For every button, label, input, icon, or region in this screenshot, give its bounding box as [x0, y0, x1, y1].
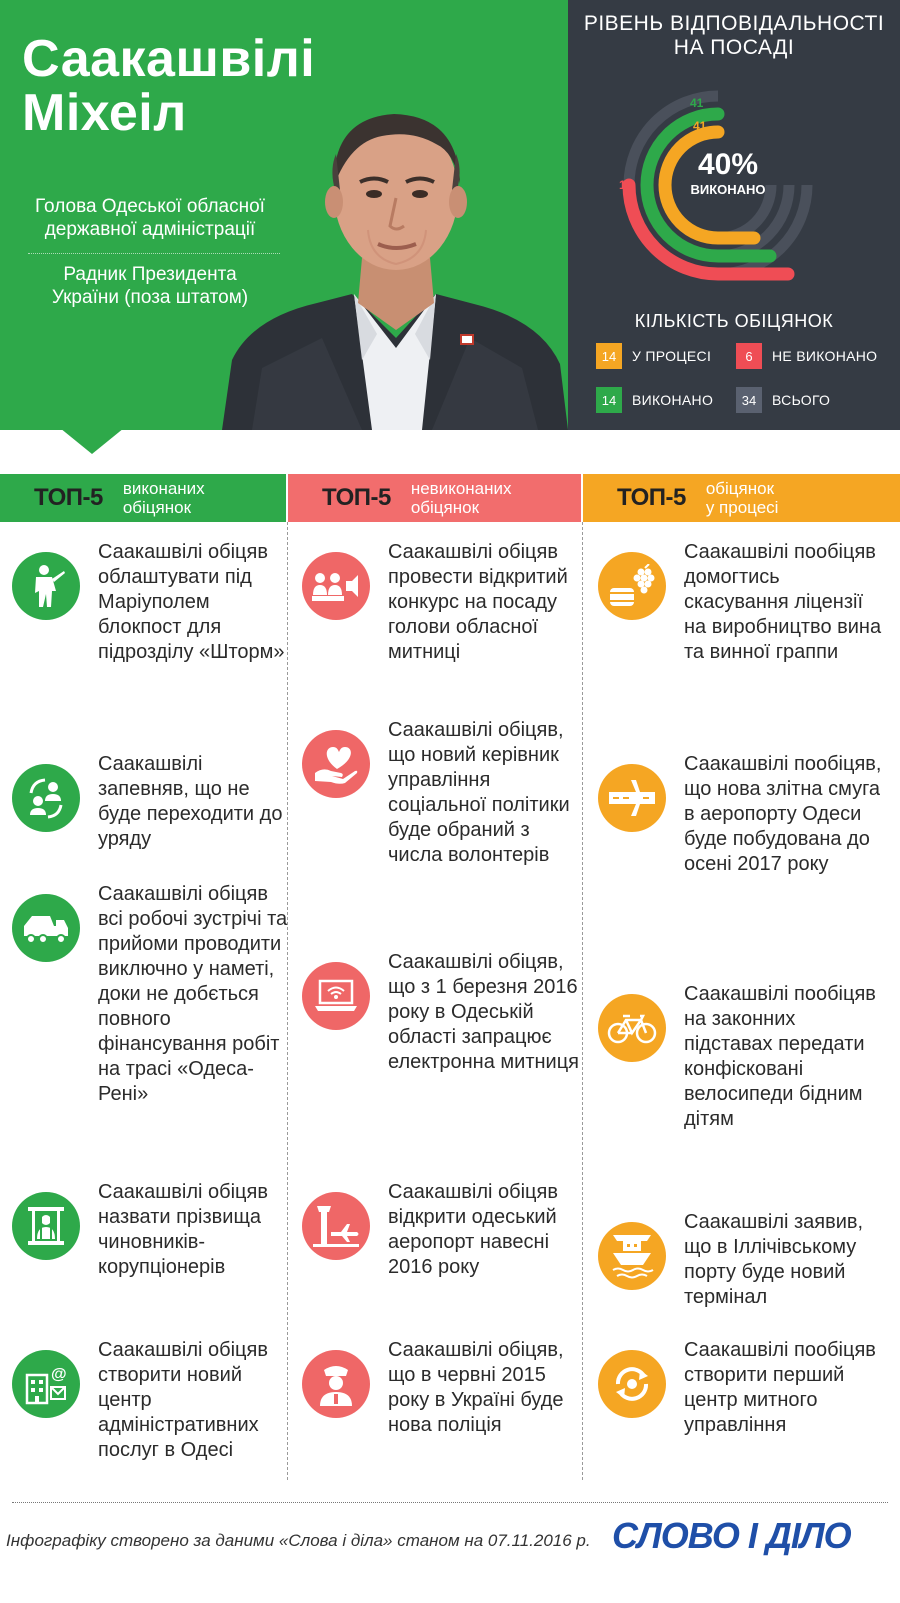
- top5-label: ТОП-5: [34, 484, 103, 511]
- truck-icon: [12, 894, 80, 962]
- legend-not-done-value: 6: [736, 343, 762, 369]
- ring-label-green: 41: [690, 96, 704, 110]
- header-in-process-sub1: обіцянок: [705, 479, 775, 498]
- header-in-process-promises: [583, 474, 900, 522]
- promise-text: Саакашвілі обіцяв, що з 1 березня 2016 року в Одеській області запрацює електронна митниця: [388, 951, 579, 1073]
- legend-in-process-label: У ПРОЦЕСІ: [632, 348, 712, 364]
- contest-icon: [302, 552, 370, 620]
- promise-text: Саакашвілі обіцяв облаштувати під Маріуполем блокпост для підрозділу «Шторм»: [98, 541, 285, 663]
- promise-text: Саакашвілі обіцяв провести відкритий конкурс на посаду голови обласної митниці: [388, 541, 568, 663]
- legend-total-value: 34: [736, 387, 762, 413]
- promise-text: Саакашвілі обіцяв назвати прізвища чиновників-корупціонерів: [98, 1181, 268, 1278]
- heart-hand-icon: [302, 730, 370, 798]
- prisoner-icon: [12, 1192, 80, 1260]
- building-email-icon: [12, 1350, 80, 1418]
- header-in-process-subtitle: [706, 479, 779, 517]
- bicycle-icon: [598, 994, 666, 1062]
- soldier-icon: [12, 552, 80, 620]
- legend-total-label: ВСЬОГО: [772, 392, 831, 408]
- header: [0, 0, 900, 430]
- position-governor: Голова Одеської обласної державної адміністрації: [35, 196, 265, 240]
- responsibility-title: [568, 12, 900, 60]
- legend-not-done-label: НЕ ВИКОНАНО: [772, 348, 878, 364]
- police-icon: [302, 1350, 370, 1418]
- responsibility-rings-chart: [608, 80, 828, 290]
- footer-divider: [12, 1502, 888, 1503]
- legend-in-process-value: 14: [596, 343, 622, 369]
- promise-text: Саакашвілі обіцяв створити новий центр адміністративних послуг в Одесі: [98, 1339, 268, 1461]
- svg-text:@: @: [51, 1366, 67, 1383]
- footer-source-note: Інфографіку створено за даними «Слова і діла» станом на 07.11.2016 р.: [6, 1531, 591, 1550]
- person-name-line1: Саакашвілі: [22, 30, 316, 88]
- people-exchange-icon: [12, 764, 80, 832]
- percent-label: ВИКОНАНО: [690, 182, 766, 197]
- top5-label: ТОП-5: [617, 484, 686, 511]
- column-headers: [0, 474, 900, 522]
- ring-label-red: 18: [619, 178, 633, 192]
- ring-label-orange: 41: [693, 119, 707, 133]
- responsibility-title-line2: НА ПОСАДІ: [673, 36, 795, 59]
- runway-plane-icon: [598, 764, 666, 832]
- header-done-sub1: виконаних: [122, 479, 205, 498]
- promise-text: Саакашвілі обіцяв, що в червні 2015 року в Україні буде нова поліція: [388, 1339, 564, 1436]
- person-name-line2: Міхеіл: [22, 84, 187, 142]
- promise-text: Саакашвілі обіцяв, що новий керівник управління соціальної політики буде обраний з числа волонтерів: [388, 719, 570, 866]
- legend-in-process: [596, 343, 711, 369]
- promise-text: Саакашвілі обіцяв відкрити одеський аеропорт навесні 2016 року: [388, 1181, 558, 1278]
- wine-barrel-icon: [598, 552, 666, 620]
- responsibility-panel: [568, 0, 900, 430]
- header-not-done-sub2: обіцянок: [410, 498, 480, 517]
- slovo-i-dilo-logo: [612, 1512, 874, 1556]
- header-not-done-subtitle: [411, 479, 512, 517]
- promise-text: Саакашвілі пообіцяв домогтись скасування ліцензії на виробництво вина та винної граппи: [684, 541, 882, 663]
- customs-exchange-icon: [598, 1350, 666, 1418]
- legend-done-label: ВИКОНАНО: [632, 392, 714, 408]
- promise-text: Саакашвілі пообіцяв створити перший центр митного управління: [684, 1339, 876, 1436]
- promise-text: Саакашвілі пообіцяв, що нова злітна смуга в аеропорту Одеси буде побудована до осені 2017 року: [684, 753, 882, 875]
- legend-total: [736, 387, 830, 413]
- promise-count-title: КІЛЬКІСТЬ ОБІЦЯНОК: [634, 311, 834, 331]
- position-adviser: Радник Президента України (поза штатом): [51, 264, 249, 308]
- header-done-promises: [0, 474, 286, 522]
- legend-done-value: 14: [596, 387, 622, 413]
- ship-icon: [598, 1222, 666, 1290]
- top5-label: ТОП-5: [322, 484, 391, 511]
- header-in-process-sub2: у процесі: [705, 498, 779, 517]
- promise-text: Саакашвілі пообіцяв на законних підставах передати конфісковані велосипеди бідним дітям: [684, 983, 876, 1130]
- portrait-photo: [222, 98, 568, 430]
- header-done-sub2: обіцянок: [122, 498, 192, 517]
- header-not-done-promises: [288, 474, 581, 522]
- laptop-wifi-icon: [302, 962, 370, 1030]
- legend-done: [596, 387, 713, 413]
- percent-value: 40%: [697, 148, 759, 181]
- profile-panel: [0, 0, 568, 430]
- header-not-done-sub1: невиконаних: [410, 479, 512, 498]
- responsibility-title-line1: РІВЕНЬ ВІДПОВІДАЛЬНОСТІ: [583, 12, 885, 35]
- promise-text: Саакашвілі запевняв, що не буде переходити до уряду: [98, 753, 283, 850]
- legend-not-done: [736, 343, 877, 369]
- promise-text: Саакашвілі обіцяв всі робочі зустрічі та прийоми проводити виключно у наметі, доки не добється повного фінансування робіт на трасі «Одеса-Рені»: [98, 883, 288, 1105]
- promise-text: Саакашвілі заявив, що в Іллічівському порту буде новий термінал: [684, 1211, 864, 1308]
- header-pointer: [60, 428, 124, 454]
- header-done-subtitle: [123, 479, 205, 517]
- airport-icon: [302, 1192, 370, 1260]
- logo-text: СЛОВО І ДІЛО: [612, 1515, 851, 1556]
